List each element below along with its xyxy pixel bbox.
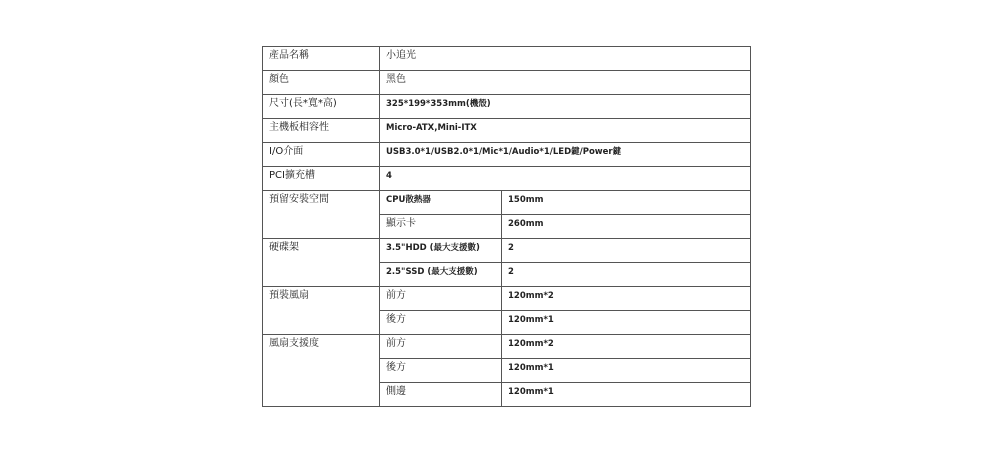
table-row bbox=[263, 47, 751, 71]
row-label: 尺寸(長*寬*高) bbox=[263, 95, 380, 119]
sub-item-name: CPU散熱器 bbox=[380, 191, 502, 215]
row-label: 預裝風扇 bbox=[263, 287, 380, 335]
row-label: PCI擴充槽 bbox=[263, 167, 380, 191]
table-row bbox=[263, 287, 751, 311]
sub-item-value: 120mm*1 bbox=[502, 311, 751, 335]
sub-item-value: 120mm*2 bbox=[502, 287, 751, 311]
spec-table bbox=[262, 46, 751, 407]
row-value: 小追光 bbox=[380, 47, 751, 71]
sub-item-name: 後方 bbox=[380, 311, 502, 335]
row-value: 325*199*353mm(機殼) bbox=[380, 95, 751, 119]
row-label: 產品名稱 bbox=[263, 47, 380, 71]
row-label: I/O介面 bbox=[263, 143, 380, 167]
table-row bbox=[263, 95, 751, 119]
row-value: 黑色 bbox=[380, 71, 751, 95]
sub-item-value: 150mm bbox=[502, 191, 751, 215]
sub-item-name: 3.5"HDD (最大支援數) bbox=[380, 239, 502, 263]
sub-item-name: 前方 bbox=[380, 287, 502, 311]
row-label: 主機板相容性 bbox=[263, 119, 380, 143]
sub-item-name: 後方 bbox=[380, 359, 502, 383]
sub-item-name: 顯示卡 bbox=[380, 215, 502, 239]
sub-item-value: 2 bbox=[502, 239, 751, 263]
sub-item-value: 2 bbox=[502, 263, 751, 287]
row-label: 風扇支援度 bbox=[263, 335, 380, 407]
table-row bbox=[263, 167, 751, 191]
table-row bbox=[263, 119, 751, 143]
row-value: Micro-ATX,Mini-ITX bbox=[380, 119, 751, 143]
row-value: 4 bbox=[380, 167, 751, 191]
sub-item-value: 260mm bbox=[502, 215, 751, 239]
table-row bbox=[263, 335, 751, 359]
sub-item-value: 120mm*2 bbox=[502, 335, 751, 359]
table-row bbox=[263, 191, 751, 215]
row-label: 預留安裝空間 bbox=[263, 191, 380, 239]
table-row bbox=[263, 239, 751, 263]
row-label: 顏色 bbox=[263, 71, 380, 95]
sub-item-value: 120mm*1 bbox=[502, 359, 751, 383]
sub-item-name: 前方 bbox=[380, 335, 502, 359]
sub-item-name: 2.5"SSD (最大支援數) bbox=[380, 263, 502, 287]
sub-item-name: 側邊 bbox=[380, 383, 502, 407]
row-label: 硬碟架 bbox=[263, 239, 380, 287]
table-row bbox=[263, 143, 751, 167]
row-value: USB3.0*1/USB2.0*1/Mic*1/Audio*1/LED鍵/Power鍵 bbox=[380, 143, 751, 167]
table-row bbox=[263, 71, 751, 95]
sub-item-value: 120mm*1 bbox=[502, 383, 751, 407]
